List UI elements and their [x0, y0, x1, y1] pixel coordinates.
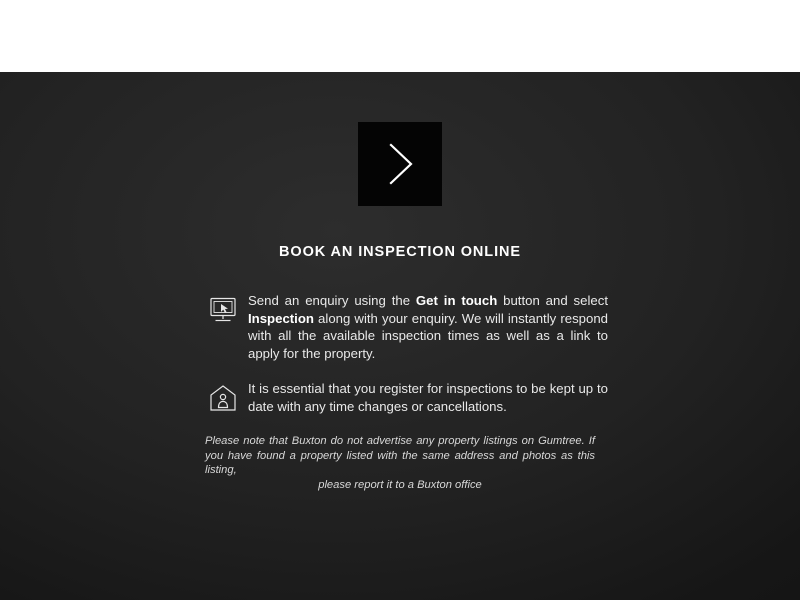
logo-box — [358, 122, 442, 206]
feature-text: It is essential that you register for inspections to be kept up to date with any time changes or cancellations. — [248, 381, 608, 414]
page-title: BOOK AN INSPECTION ONLINE — [279, 244, 521, 260]
feature-list — [208, 292, 608, 433]
disclaimer-text — [205, 434, 595, 492]
top-white-area — [0, 0, 800, 72]
list-item — [208, 380, 608, 415]
feature-text: Send an enquiry using the Get in touch button and select Inspection along with your enquiry. We will instantly respond with all the available inspection times as well as a link to apply for the property. — [248, 293, 608, 361]
banner-content — [0, 72, 800, 600]
disclaimer-body: Please note that Buxton do not advertise any property listings on Gumtree. If you have found a property listed with the same address and photos as this listing, — [205, 435, 595, 476]
house-person-icon — [208, 380, 248, 413]
inspection-banner-panel — [0, 72, 800, 600]
disclaimer-last-line: please report it to a Buxton office — [318, 478, 482, 491]
chevron-right-icon — [382, 141, 418, 187]
list-item — [208, 292, 608, 362]
monitor-cursor-icon — [208, 292, 248, 325]
